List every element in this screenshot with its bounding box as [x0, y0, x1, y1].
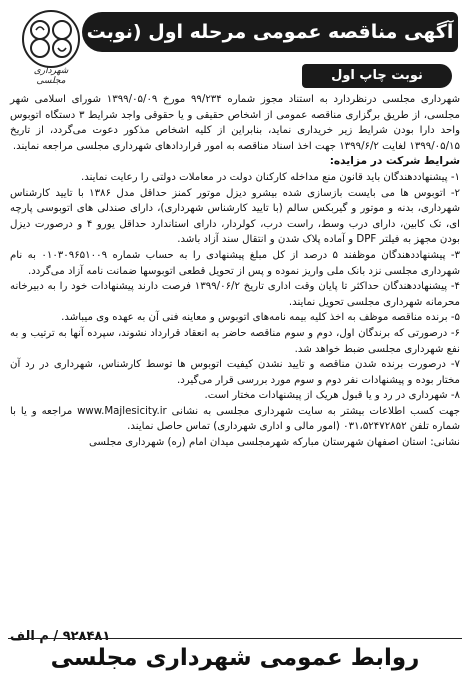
public-relations-signature: روابط عمومی شهرداری مجلسی: [50, 645, 420, 671]
municipality-logo: [14, 8, 88, 86]
condition-item: ۱- پیشنهاددهندگان باید قانون منع مداخله کارکنان دولت در معاملات دولتی را رعایت نمایند.: [81, 171, 460, 183]
logo-caption: شهرداری مجلسی: [33, 66, 69, 86]
footer-divider: [8, 638, 462, 639]
condition-item: ۸- شهرداری در رد و یا قبول هریک از پیشنهادات مختار است.: [204, 390, 460, 402]
intro-paragraph: شهرداری مجلسی درنظردارد به استناد مجوز شماره ۹۹/۲۳۴ مورخ ۱۳۹۹/۰۵/۰۹ شورای اسلامی شهر مجلسی، از طریق برگزاری مناقصه عمومی از اشخاص حقیقی و یا حقوقی واجد شرایط ۳ دستگاه اتوبوس واحد دارا بودن شرایط زیر خریداری نماید، بنابراین از کلیه اشخاص مذکور دعوت می‌گردد، از تاریخ ۱۳۹۹/۰۵/۱۵ لغایت ۱۳۹۹/۶/۲ جهت اخذ اسناد مناقصه به امور قراردادهای شهرداری مجلسی مراجعه نمایند.: [10, 94, 460, 152]
condition-item: ۲- اتوبوس ها می بایست بازسازی شده بیشرو دیزل موتور کمنز حداقل مدل ۱۳۸۶ با تایید کارشناس شهرداری، بدنه و موتور و گیربکس سالم (با تایید کارشناس شهرداری)، دارای صندلی های اتوبوسی پارچه ای، تک کابین، دارای درب وسط، راست درب، کولردار، دارای استاندارد حداقل یورو ۴ و درصورت دیزل بودن مجهز به فیلتر DPF و آماده پلاک شدن و انتقال سند آزاد باشد.: [10, 187, 461, 246]
condition-item: ۳- پیشنهاددهندگان موظفند ۵ درصد از کل مبلغ پیشنهادی را به حساب شماره ۰۱۰۳۰۹۶۵۱۰۰۹ به نام شهرداری مجلسی نزد بانک ملی واریز نموده و پس از تحویل قطعی اتوبوسها ضمانت نامه آزاد می‌گردد.: [10, 249, 460, 277]
notice-body: [8, 92, 462, 451]
condition-item: ۶- درصورتی که برندگان اول، دوم و سوم مناقصه حاضر به انعقاد قرارداد نشوند، سپرده آنها به ترتیب و به نفع شهرداری مجلسی ضبط خواهد شد.: [10, 327, 460, 355]
notice-header: [8, 6, 462, 92]
condition-item: ۴- پیشنهاددهندگان حداکثر تا پایان وقت اداری تاریخ ۱۳۹۹/۰۶/۲ فرصت دارند پیشنهادات خود را به دبیرخانه محرمانه شهرداری مجلسی تحویل نمایند.: [10, 281, 460, 308]
conditions-heading: شرایط شرکت در مزایده:: [329, 155, 460, 168]
conditions-list: [10, 170, 460, 404]
contact-info: جهت کسب اطلاعات بیشتر به سایت شهرداری مجلسی به نشانی www.Majlesicity.ir مراجعه و یا با شماره تلفن ۰۳۱،۵۲۴۷۲۸۵۲ (امور مالی و اداری شهرداری) تماس حاصل نمایند.: [10, 405, 460, 433]
condition-item: ۵- برنده مناقصه موظف به اخذ کلیه بیمه نامه‌های اتوبوس و معاینه فنی آن به عهده وی میباشد.: [61, 312, 460, 324]
notice-title: آگهی مناقصه عمومی مرحله اول (نوبت اول): [82, 12, 458, 52]
logo-emblem-icon: [14, 8, 88, 72]
print-round-badge: نوبت چاپ اول: [302, 64, 452, 88]
address-line: نشانی: استان اصفهان شهرستان مبارکه شهرمجلسی میدان امام (ره) شهرداری مجلسی: [88, 437, 460, 449]
condition-item: ۷- درصورت برنده شدن مناقصه و تایید نشدن کیفیت اتوبوس ها توسط کارشناس، شهرداری در رد آن مختار بوده و پیشنهادات نفر دوم و سوم مورد بررسی قرار می‌گیرد.: [10, 359, 460, 386]
notice-code: ۹۲۸۴۸۱ / م الف: [10, 629, 111, 644]
